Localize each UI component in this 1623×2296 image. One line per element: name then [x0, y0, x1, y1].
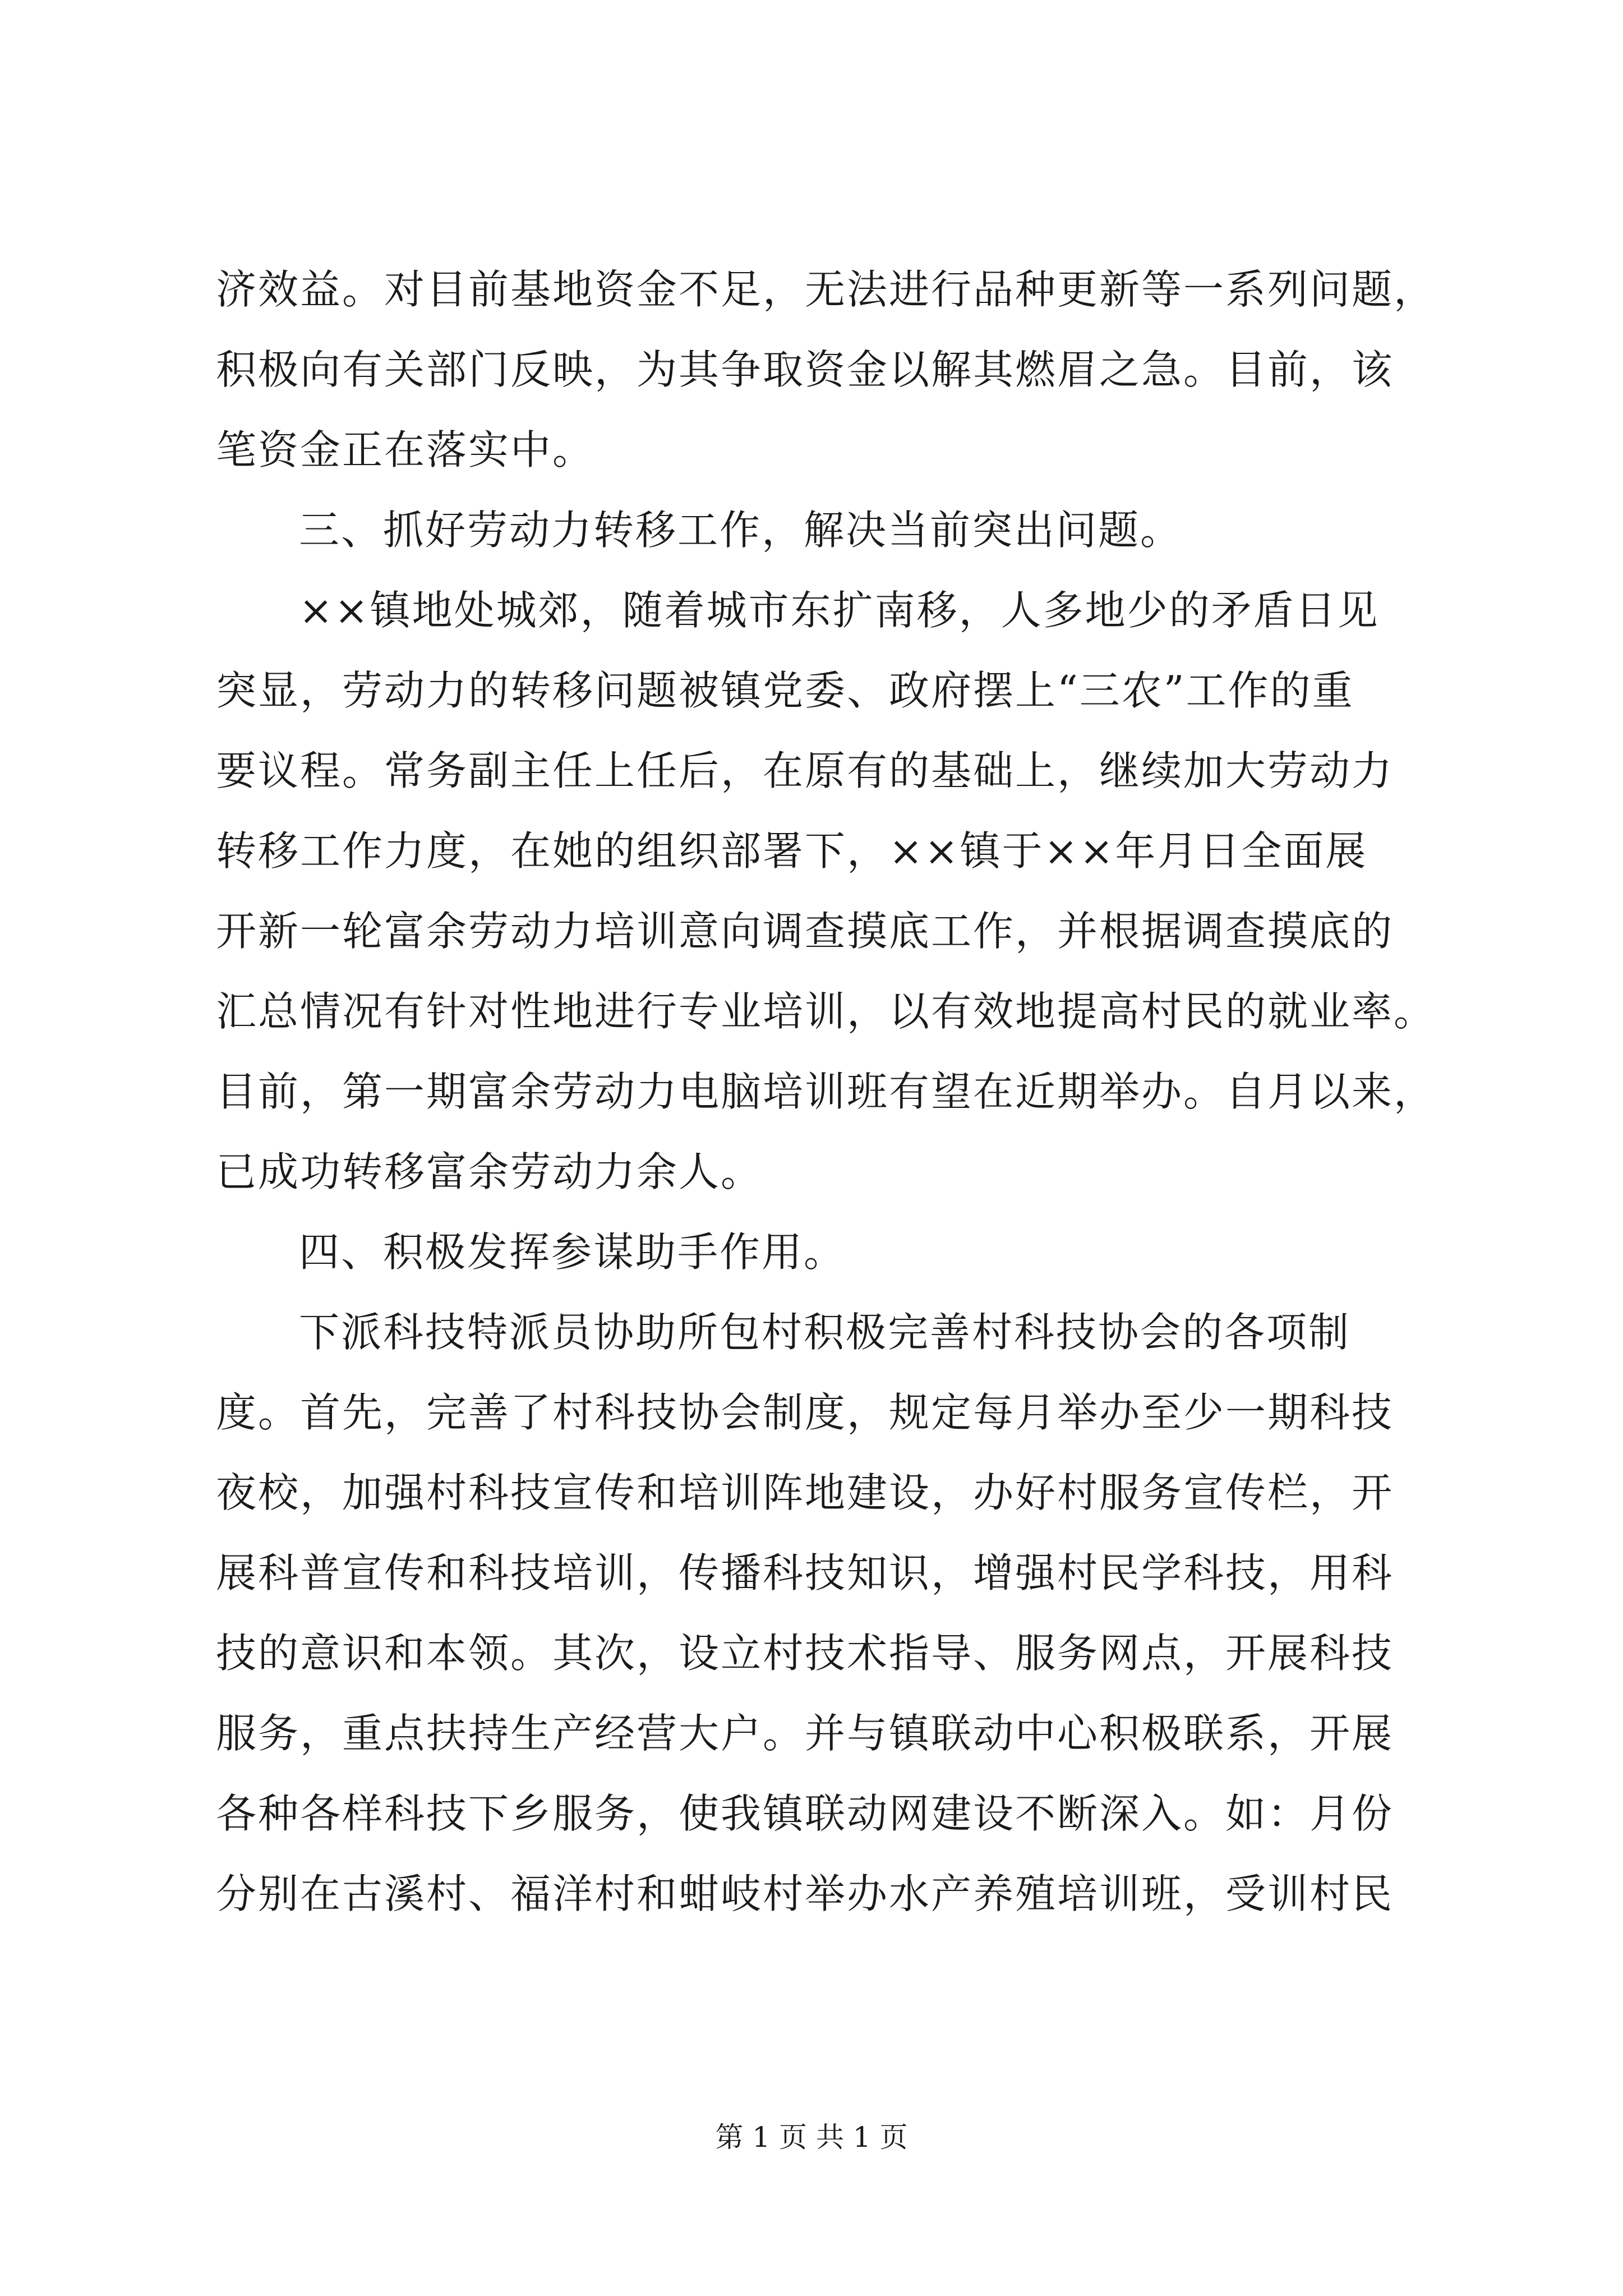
text-line: 服务，重点扶持生产经营大户。并与镇联动中心积极联系，开展	[216, 1710, 1394, 1757]
text-line: 转移工作力度，在她的组织部署下，××镇于××年月日全面展	[216, 827, 1368, 875]
text-line: 汇总情况有针对性地进行专业培训，以有效地提高村民的就业率。	[216, 988, 1436, 1035]
text-line: 要议程。常务副主任上任后，在原有的基础上，继续加大劳动力	[216, 747, 1394, 794]
paragraph-first-line: ××镇地处城郊，随着城市东扩南移，人多地少的矛盾日见	[299, 587, 1380, 634]
text-line: 济效益。对目前基地资金不足，无法进行品种更新等一系列问题，	[216, 266, 1436, 313]
text-line: 分别在古溪村、福洋村和蚶岐村举办水产养殖培训班，受训村民	[216, 1870, 1394, 1917]
text-line: 目前，第一期富余劳动力电脑培训班有望在近期举办。自月以来，	[216, 1068, 1436, 1115]
section-heading: 四、积极发挥参谋助手作用。	[299, 1228, 846, 1276]
text-line: 突显，劳动力的转移问题被镇党委、政府摆上“三农”工作的重	[216, 667, 1354, 714]
text-line: 度。首先，完善了村科技协会制度，规定每月举办至少一期科技	[216, 1389, 1394, 1436]
page-number-footer: 第 1 页 共 1 页	[715, 2121, 908, 2154]
text-line: 开新一轮富余劳动力培训意向调查摸底工作，并根据调查摸底的	[216, 908, 1394, 955]
section-heading: 三、抓好劳动力转移工作，解决当前突出问题。	[299, 507, 1183, 554]
paragraph-first-line: 下派科技特派员协助所包村积极完善村科技协会的各项制	[299, 1309, 1351, 1356]
text-line: 笔资金正在落实中。	[216, 426, 595, 473]
text-line: 夜校，加强村科技宣传和培训阵地建设，办好村服务宣传栏，开	[216, 1469, 1394, 1516]
text-line: 技的意识和本领。其次，设立村技术指导、服务网点，开展科技	[216, 1630, 1394, 1677]
text-line: 已成功转移富余劳动力余人。	[216, 1148, 763, 1195]
text-line: 积极向有关部门反映，为其争取资金以解其燃眉之急。目前，该	[216, 346, 1394, 393]
text-line: 各种各样科技下乡服务，使我镇联动网建设不断深入。如：月份	[216, 1790, 1394, 1837]
text-line: 展科普宣传和科技培训，传播科技知识，增强村民学科技，用科	[216, 1549, 1394, 1596]
body-text	[216, 250, 1436, 1934]
